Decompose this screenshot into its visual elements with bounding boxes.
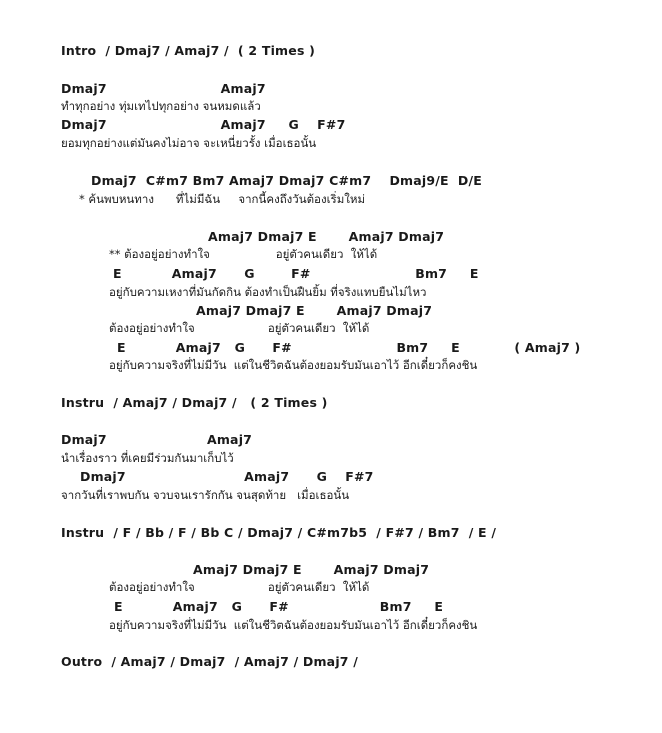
chord-line: E Amaj7 G F# Bm7 E xyxy=(113,266,479,281)
chord-line: Dmaj7 Amaj7 xyxy=(61,432,253,447)
lyric-line: อยู่กับความจริงที่ไม่มีวัน แต่ในชีวิตฉันต้องยอมรับมันเอาไว้ อีกเดี๋ยวก็คงชิน xyxy=(109,358,478,372)
outro-line: Outro / Amaj7 / Dmaj7 / Amaj7 / Dmaj7 / xyxy=(61,654,359,669)
lyric-line: * ค้นพบหนทาง ที่ไม่มีฉัน จากนี้คงถึงวันต้องเริ่มใหม่ xyxy=(79,192,366,206)
chord-line: E Amaj7 G F# Bm7 E xyxy=(114,599,444,614)
chord-line: Dmaj7 Amaj7 G F#7 xyxy=(61,117,346,132)
instru-line: Instru / F / Bb / F / Bb C / Dmaj7 / C#m7b5 / F#7 / Bm7 / E / xyxy=(61,525,497,540)
chord-line: Amaj7 Dmaj7 E Amaj7 Dmaj7 xyxy=(208,229,445,244)
chord-line: Dmaj7 Amaj7 xyxy=(61,81,266,96)
chord-line: Amaj7 Dmaj7 E Amaj7 Dmaj7 xyxy=(196,303,433,318)
chord-line: Amaj7 Dmaj7 E Amaj7 Dmaj7 xyxy=(193,562,430,577)
lyric-line: ทำทุกอย่าง ทุ่มเทไปทุกอย่าง จนหมดแล้ว xyxy=(61,99,261,113)
lyric-line: อยู่กับความเหงาที่มันกัดกิน ต้องทำเป็นฝืนยิ้ม ที่จริงแทบยืนไม่ไหว xyxy=(109,285,427,299)
chord-line: Dmaj7 Amaj7 G F#7 xyxy=(80,469,374,484)
lyric-line: นำเรื่องราว ที่เคยมีร่วมกันมาเก็บไว้ xyxy=(61,451,234,465)
intro-line: Intro / Dmaj7 / Amaj7 / ( 2 Times ) xyxy=(61,43,316,58)
chord-line: E Amaj7 G F# Bm7 E ( Amaj7 ) xyxy=(117,340,581,355)
lyric-line: ยอมทุกอย่างแต่มันคงไม่อาจ จะเหนี่ยวรั้ง เมื่อเธอนั้น xyxy=(61,136,317,150)
lyric-line: ต้องอยู่อย่างทำใจ อยู่ตัวคนเดียว ให้ได้ xyxy=(109,321,370,335)
lyric-line: ต้องอยู่อย่างทำใจ อยู่ตัวคนเดียว ให้ได้ xyxy=(109,580,370,594)
lyric-line: จากวันที่เราพบกัน จวบจนเรารักกัน จนสุดท้าย เมื่อเธอนั้น xyxy=(61,488,350,502)
instru-line: Instru / Amaj7 / Dmaj7 / ( 2 Times ) xyxy=(61,395,328,410)
lyric-line: ** ต้องอยู่อย่างทำใจ อยู่ตัวคนเดียว ให้ได้ xyxy=(109,247,378,261)
lyric-line: อยู่กับความจริงที่ไม่มีวัน แต่ในชีวิตฉันต้องยอมรับมันเอาไว้ อีกเดี๋ยวก็คงชิน xyxy=(109,618,478,632)
chord-line: Dmaj7 C#m7 Bm7 Amaj7 Dmaj7 C#m7 Dmaj9/E D/E xyxy=(91,173,482,188)
